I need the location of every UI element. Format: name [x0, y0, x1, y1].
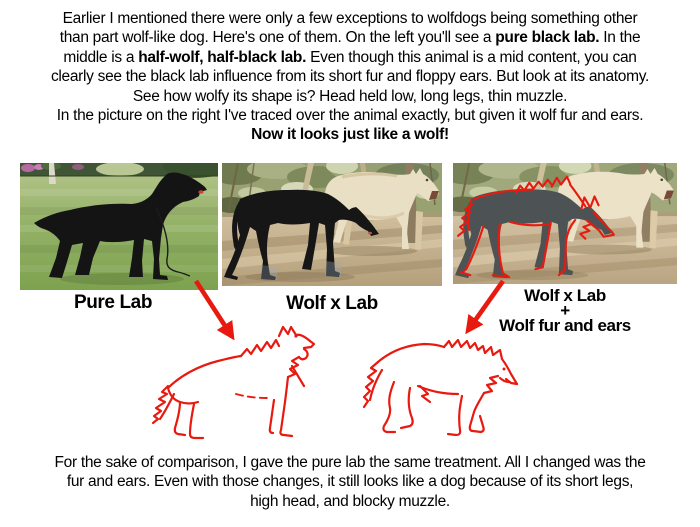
tongue [198, 190, 203, 194]
intro-line: Now it looks just like a wolf! [251, 126, 449, 144]
intro-line: clearly see the black lab influence from its short fur and floppy ears. But look at its anatomy. [50, 68, 650, 86]
traced-wolfdog-photo-graphic [453, 163, 677, 284]
outro-line: For the sake of comparison, I gave the pure lab the same treatment. All I changed was the [54, 454, 646, 471]
wolf-eye [426, 179, 429, 182]
intro-line: In the picture on the right I've traced over the animal exactly, but given it wolf fur and ears. [56, 107, 644, 125]
intro-paragraph [0, 9, 700, 145]
traced-caption-line: Wolf fur and ears [499, 316, 631, 335]
wolf-x-lab-photo-graphic [222, 163, 442, 286]
outro-paragraph [0, 453, 700, 511]
pure-lab-photo [20, 163, 218, 290]
intro-line: than part wolf-like dog. Here's one of them. On the left you'll see a pure black lab. In the [59, 29, 641, 47]
pure-lab-photo-graphic [20, 163, 218, 290]
wolfified-wolfdog-sketch [358, 338, 524, 442]
traced-caption-line: + [560, 301, 570, 320]
outro-line: fur and ears. Even with those changes, it still looks like a dog because of its short legs, [66, 473, 634, 491]
wolf-x-lab-photo [222, 163, 442, 286]
arrow-traced-to-sketch [455, 273, 513, 343]
pure-lab-caption: Pure Lab [73, 292, 153, 313]
dog-tongue [368, 232, 372, 235]
intro-line: See how wolfy its shape is? Head held low, long legs, thin muzzle. [132, 87, 568, 105]
intro-line: Earlier I mentioned there were only a few exceptions to wolfdogs being something other [62, 10, 638, 27]
wolfified-lab-sketch [146, 324, 322, 444]
wolf-x-lab-caption: Wolf x Lab [286, 293, 378, 314]
traced-caption-line: Wolf x Lab [524, 286, 606, 305]
traced-wolfdog-photo [453, 163, 677, 284]
intro-line: middle is a half-wolf, half-black lab. Even though this animal is a mid content, you can [63, 48, 637, 66]
outro-line: high head, and blocky muzzle. [250, 492, 450, 510]
